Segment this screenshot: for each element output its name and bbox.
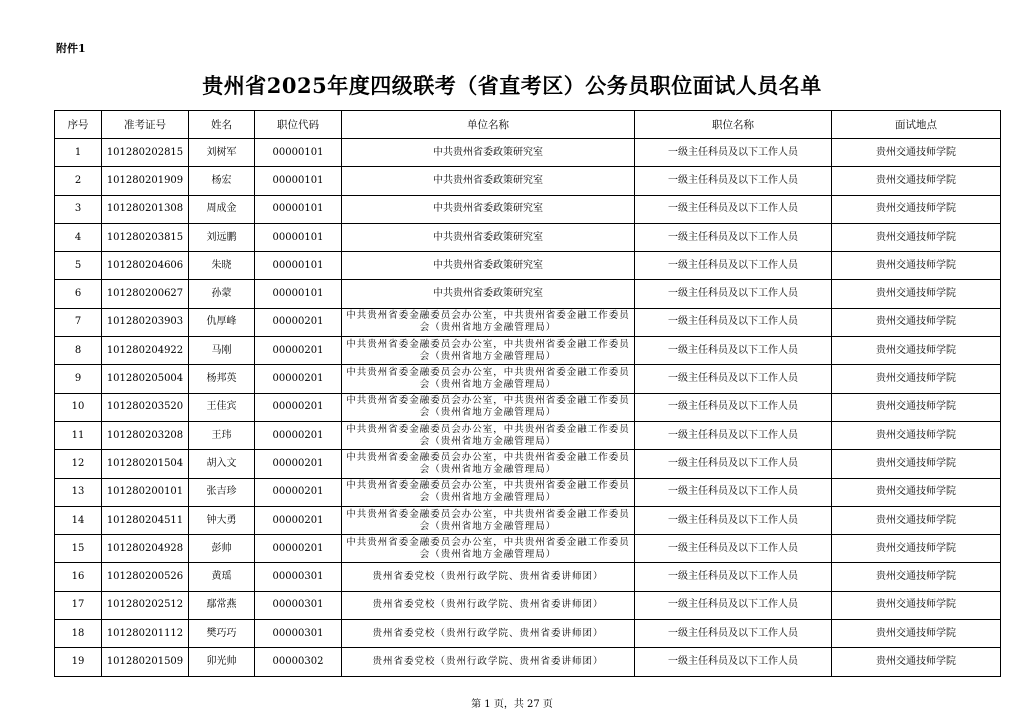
table-row bbox=[55, 393, 1001, 421]
position-name-cell: 一级主任科员及以下工作人员 bbox=[635, 535, 832, 563]
table-row bbox=[55, 167, 1001, 195]
table-row bbox=[55, 563, 1001, 591]
position-name-cell: 一级主任科员及以下工作人员 bbox=[635, 591, 832, 619]
position-name-cell: 一级主任科员及以下工作人员 bbox=[635, 195, 832, 223]
interview-site-cell: 贵州交通技师学院 bbox=[832, 393, 1001, 421]
position-name-cell: 一级主任科员及以下工作人员 bbox=[635, 252, 832, 280]
position-name-cell: 一级主任科员及以下工作人员 bbox=[635, 393, 832, 421]
col-interview-site-header: 面试地点 bbox=[832, 111, 1001, 139]
unit-name-cell: 贵州省委党校（贵州行政学院、贵州省委讲师团） bbox=[342, 591, 635, 619]
position-code-cell: 00000201 bbox=[255, 506, 342, 534]
seq-cell: 17 bbox=[55, 591, 102, 619]
candidate-name-cell: 孙蒙 bbox=[189, 280, 255, 308]
col-seq-header: 序号 bbox=[55, 111, 102, 139]
seq-cell: 12 bbox=[55, 450, 102, 478]
interview-site-cell: 贵州交通技师学院 bbox=[832, 620, 1001, 648]
interview-site-cell: 贵州交通技师学院 bbox=[832, 365, 1001, 393]
ticket-number-cell: 101280204928 bbox=[102, 535, 189, 563]
candidate-name-cell: 刘树军 bbox=[189, 139, 255, 167]
table-row bbox=[55, 450, 1001, 478]
ticket-number-cell: 101280200101 bbox=[102, 478, 189, 506]
position-name-cell: 一级主任科员及以下工作人员 bbox=[635, 337, 832, 365]
seq-cell: 11 bbox=[55, 421, 102, 449]
unit-name-cell: 中共贵州省委金融委员会办公室，中共贵州省委金融工作委员会（贵州省地方金融管理局） bbox=[342, 535, 635, 563]
seq-cell: 7 bbox=[55, 308, 102, 336]
position-name-cell: 一级主任科员及以下工作人员 bbox=[635, 563, 832, 591]
seq-cell: 3 bbox=[55, 195, 102, 223]
table-row bbox=[55, 195, 1001, 223]
unit-name-cell: 中共贵州省委政策研究室 bbox=[342, 280, 635, 308]
table-row bbox=[55, 223, 1001, 251]
seq-cell: 6 bbox=[55, 280, 102, 308]
seq-cell: 4 bbox=[55, 223, 102, 251]
position-code-cell: 00000101 bbox=[255, 252, 342, 280]
position-code-cell: 00000201 bbox=[255, 393, 342, 421]
table-row bbox=[55, 365, 1001, 393]
ticket-number-cell: 101280204922 bbox=[102, 337, 189, 365]
seq-cell: 5 bbox=[55, 252, 102, 280]
position-code-cell: 00000201 bbox=[255, 450, 342, 478]
interview-site-cell: 贵州交通技师学院 bbox=[832, 223, 1001, 251]
table-row bbox=[55, 280, 1001, 308]
candidate-name-cell: 朱晓 bbox=[189, 252, 255, 280]
position-code-cell: 00000101 bbox=[255, 139, 342, 167]
position-code-cell: 00000101 bbox=[255, 167, 342, 195]
interview-site-cell: 贵州交通技师学院 bbox=[832, 535, 1001, 563]
candidate-name-cell: 樊巧巧 bbox=[189, 620, 255, 648]
table-row bbox=[55, 308, 1001, 336]
interview-site-cell: 贵州交通技师学院 bbox=[832, 167, 1001, 195]
ticket-number-cell: 101280201909 bbox=[102, 167, 189, 195]
position-code-cell: 00000201 bbox=[255, 337, 342, 365]
header-row bbox=[55, 111, 1001, 139]
candidate-name-cell: 周成金 bbox=[189, 195, 255, 223]
unit-name-cell: 中共贵州省委金融委员会办公室，中共贵州省委金融工作委员会（贵州省地方金融管理局） bbox=[342, 365, 635, 393]
position-code-cell: 00000101 bbox=[255, 280, 342, 308]
unit-name-cell: 中共贵州省委金融委员会办公室，中共贵州省委金融工作委员会（贵州省地方金融管理局） bbox=[342, 308, 635, 336]
position-name-cell: 一级主任科员及以下工作人员 bbox=[635, 167, 832, 195]
interview-site-cell: 贵州交通技师学院 bbox=[832, 563, 1001, 591]
interview-site-cell: 贵州交通技师学院 bbox=[832, 591, 1001, 619]
col-ticket-header: 准考证号 bbox=[102, 111, 189, 139]
interview-site-cell: 贵州交通技师学院 bbox=[832, 308, 1001, 336]
ticket-number-cell: 101280200627 bbox=[102, 280, 189, 308]
ticket-number-cell: 101280201504 bbox=[102, 450, 189, 478]
seq-cell: 10 bbox=[55, 393, 102, 421]
unit-name-cell: 中共贵州省委金融委员会办公室，中共贵州省委金融工作委员会（贵州省地方金融管理局） bbox=[342, 337, 635, 365]
unit-name-cell: 中共贵州省委金融委员会办公室，中共贵州省委金融工作委员会（贵州省地方金融管理局） bbox=[342, 478, 635, 506]
position-name-cell: 一级主任科员及以下工作人员 bbox=[635, 365, 832, 393]
position-code-cell: 00000201 bbox=[255, 308, 342, 336]
seq-cell: 15 bbox=[55, 535, 102, 563]
ticket-number-cell: 101280201509 bbox=[102, 648, 189, 676]
table-row bbox=[55, 478, 1001, 506]
candidate-name-cell: 卯光帅 bbox=[189, 648, 255, 676]
seq-cell: 9 bbox=[55, 365, 102, 393]
unit-name-cell: 中共贵州省委金融委员会办公室，中共贵州省委金融工作委员会（贵州省地方金融管理局） bbox=[342, 450, 635, 478]
position-code-cell: 00000101 bbox=[255, 223, 342, 251]
interview-site-cell: 贵州交通技师学院 bbox=[832, 421, 1001, 449]
col-position-code-header: 职位代码 bbox=[255, 111, 342, 139]
table-row bbox=[55, 620, 1001, 648]
table-header bbox=[55, 111, 1001, 139]
unit-name-cell: 贵州省委党校（贵州行政学院、贵州省委讲师团） bbox=[342, 648, 635, 676]
candidate-name-cell: 刘远鹏 bbox=[189, 223, 255, 251]
interview-site-cell: 贵州交通技师学院 bbox=[832, 337, 1001, 365]
candidate-name-cell: 胡入文 bbox=[189, 450, 255, 478]
page-title: 贵州省2025年度四级联考（省直考区）公务员职位面试人员名单 bbox=[202, 73, 822, 98]
position-code-cell: 00000201 bbox=[255, 421, 342, 449]
candidate-name-cell: 张吉珍 bbox=[189, 478, 255, 506]
candidate-name-cell: 仇厚峰 bbox=[189, 308, 255, 336]
attachment-label: 附件1 bbox=[56, 42, 86, 55]
unit-name-cell: 中共贵州省委政策研究室 bbox=[342, 167, 635, 195]
interview-roster-table bbox=[54, 110, 1001, 677]
table-row bbox=[55, 337, 1001, 365]
table-row bbox=[55, 648, 1001, 676]
table-row bbox=[55, 252, 1001, 280]
position-code-cell: 00000302 bbox=[255, 648, 342, 676]
ticket-number-cell: 101280204606 bbox=[102, 252, 189, 280]
candidate-name-cell: 彭帅 bbox=[189, 535, 255, 563]
unit-name-cell: 中共贵州省委金融委员会办公室，中共贵州省委金融工作委员会（贵州省地方金融管理局） bbox=[342, 421, 635, 449]
position-code-cell: 00000201 bbox=[255, 535, 342, 563]
interview-site-cell: 贵州交通技师学院 bbox=[832, 506, 1001, 534]
unit-name-cell: 中共贵州省委政策研究室 bbox=[342, 223, 635, 251]
col-name-header: 姓名 bbox=[189, 111, 255, 139]
position-name-cell: 一级主任科员及以下工作人员 bbox=[635, 620, 832, 648]
ticket-number-cell: 101280202512 bbox=[102, 591, 189, 619]
page-footer: 第 1 页，共 27 页 bbox=[471, 699, 553, 710]
seq-cell: 14 bbox=[55, 506, 102, 534]
table-row bbox=[55, 591, 1001, 619]
candidate-name-cell: 王佳宾 bbox=[189, 393, 255, 421]
ticket-number-cell: 101280203815 bbox=[102, 223, 189, 251]
position-name-cell: 一级主任科员及以下工作人员 bbox=[635, 450, 832, 478]
table-row bbox=[55, 421, 1001, 449]
position-name-cell: 一级主任科员及以下工作人员 bbox=[635, 506, 832, 534]
position-name-cell: 一级主任科员及以下工作人员 bbox=[635, 280, 832, 308]
ticket-number-cell: 101280203208 bbox=[102, 421, 189, 449]
position-name-cell: 一级主任科员及以下工作人员 bbox=[635, 308, 832, 336]
ticket-number-cell: 101280201308 bbox=[102, 195, 189, 223]
table-row bbox=[55, 506, 1001, 534]
interview-site-cell: 贵州交通技师学院 bbox=[832, 450, 1001, 478]
candidate-name-cell: 钟大勇 bbox=[189, 506, 255, 534]
ticket-number-cell: 101280201112 bbox=[102, 620, 189, 648]
ticket-number-cell: 101280200526 bbox=[102, 563, 189, 591]
unit-name-cell: 中共贵州省委金融委员会办公室，中共贵州省委金融工作委员会（贵州省地方金融管理局） bbox=[342, 393, 635, 421]
candidate-name-cell: 杨宏 bbox=[189, 167, 255, 195]
seq-cell: 1 bbox=[55, 139, 102, 167]
seq-cell: 8 bbox=[55, 337, 102, 365]
interview-site-cell: 贵州交通技师学院 bbox=[832, 478, 1001, 506]
position-name-cell: 一级主任科员及以下工作人员 bbox=[635, 648, 832, 676]
position-name-cell: 一级主任科员及以下工作人员 bbox=[635, 421, 832, 449]
candidate-name-cell: 杨邦英 bbox=[189, 365, 255, 393]
candidate-name-cell: 鄢常燕 bbox=[189, 591, 255, 619]
unit-name-cell: 中共贵州省委政策研究室 bbox=[342, 252, 635, 280]
table-row bbox=[55, 535, 1001, 563]
interview-site-cell: 贵州交通技师学院 bbox=[832, 195, 1001, 223]
position-code-cell: 00000201 bbox=[255, 478, 342, 506]
ticket-number-cell: 101280204511 bbox=[102, 506, 189, 534]
unit-name-cell: 贵州省委党校（贵州行政学院、贵州省委讲师团） bbox=[342, 620, 635, 648]
position-name-cell: 一级主任科员及以下工作人员 bbox=[635, 478, 832, 506]
seq-cell: 2 bbox=[55, 167, 102, 195]
seq-cell: 16 bbox=[55, 563, 102, 591]
unit-name-cell: 中共贵州省委金融委员会办公室，中共贵州省委金融工作委员会（贵州省地方金融管理局） bbox=[342, 506, 635, 534]
unit-name-cell: 中共贵州省委政策研究室 bbox=[342, 139, 635, 167]
interview-site-cell: 贵州交通技师学院 bbox=[832, 252, 1001, 280]
seq-cell: 13 bbox=[55, 478, 102, 506]
candidate-name-cell: 马刚 bbox=[189, 337, 255, 365]
interview-site-cell: 贵州交通技师学院 bbox=[832, 648, 1001, 676]
position-code-cell: 00000301 bbox=[255, 620, 342, 648]
position-name-cell: 一级主任科员及以下工作人员 bbox=[635, 223, 832, 251]
unit-name-cell: 贵州省委党校（贵州行政学院、贵州省委讲师团） bbox=[342, 563, 635, 591]
position-code-cell: 00000201 bbox=[255, 365, 342, 393]
ticket-number-cell: 101280205004 bbox=[102, 365, 189, 393]
position-code-cell: 00000301 bbox=[255, 591, 342, 619]
ticket-number-cell: 101280202815 bbox=[102, 139, 189, 167]
candidate-name-cell: 黄瑶 bbox=[189, 563, 255, 591]
unit-name-cell: 中共贵州省委政策研究室 bbox=[342, 195, 635, 223]
interview-site-cell: 贵州交通技师学院 bbox=[832, 139, 1001, 167]
ticket-number-cell: 101280203520 bbox=[102, 393, 189, 421]
interview-site-cell: 贵州交通技师学院 bbox=[832, 280, 1001, 308]
seq-cell: 19 bbox=[55, 648, 102, 676]
seq-cell: 18 bbox=[55, 620, 102, 648]
position-code-cell: 00000301 bbox=[255, 563, 342, 591]
col-unit-header: 单位名称 bbox=[342, 111, 635, 139]
ticket-number-cell: 101280203903 bbox=[102, 308, 189, 336]
table-body bbox=[55, 139, 1001, 677]
position-name-cell: 一级主任科员及以下工作人员 bbox=[635, 139, 832, 167]
table-row bbox=[55, 139, 1001, 167]
candidate-name-cell: 王玮 bbox=[189, 421, 255, 449]
position-code-cell: 00000101 bbox=[255, 195, 342, 223]
col-position-name-header: 职位名称 bbox=[635, 111, 832, 139]
